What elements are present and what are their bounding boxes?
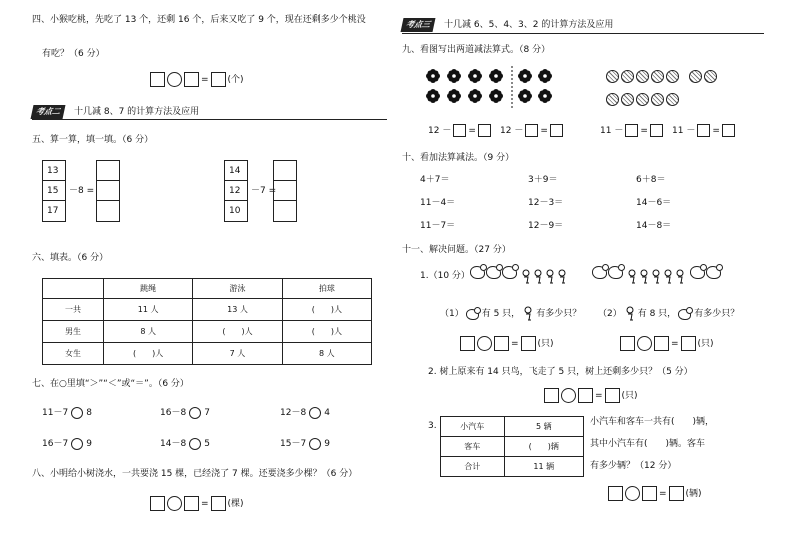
animal-icon [678, 309, 691, 320]
q7-item: 16－7 9 [42, 439, 92, 449]
answer-box[interactable] [681, 336, 696, 351]
q11-p2-text: 2. 树上原来有 14 只鸟，飞走了 5 只，树上还剩多少只？（5 分） [428, 367, 693, 377]
q10-item: 6＋8＝ [636, 175, 666, 185]
answer-box[interactable] [184, 496, 199, 511]
answer-box[interactable] [521, 336, 536, 351]
q10-item: 14－8＝ [636, 221, 672, 231]
fruit-icon [666, 93, 679, 106]
q9-eq: 12 － = [500, 124, 563, 137]
q11-p3-table: 小汽车 5 辆 客车 ( )辆 合计 11 辆 [440, 416, 584, 477]
animal-icon [608, 266, 623, 279]
animals-group-2 [592, 266, 722, 285]
q8-text: 八、小明给小树浇水，一共要浇 15 棵，已经浇了 7 棵。还要浇多少棵？（6 分） [32, 469, 358, 479]
flower-icon [538, 89, 552, 103]
flower-icon [538, 69, 552, 83]
fruit-icon [606, 70, 619, 83]
operator-circle[interactable] [167, 496, 182, 511]
answer-box[interactable] [550, 124, 563, 137]
answer-box[interactable] [544, 388, 559, 403]
operator-circle[interactable] [637, 336, 652, 351]
q10-item: 11－4＝ [420, 198, 456, 208]
birds-icon [627, 269, 687, 285]
animal-icon [486, 266, 501, 279]
answer-box[interactable] [620, 336, 635, 351]
q9-eq: 11 － = [600, 124, 663, 137]
q5b-answers[interactable] [273, 160, 297, 222]
section-header-2 [32, 105, 199, 119]
q9-title: 九、看图写出两道减法算式。（8 分） [402, 45, 551, 55]
q11-p3-eq: = (辆) [608, 486, 702, 501]
flower-icon [518, 89, 532, 103]
flower-icon [468, 89, 482, 103]
compare-circle[interactable] [71, 438, 83, 450]
flower-icon [426, 69, 440, 83]
section-divider [32, 119, 387, 120]
q11-title: 十一、解决问题。（27 分） [402, 245, 511, 255]
q5a-answers[interactable] [96, 160, 120, 222]
q9-eq: 12 － = [428, 124, 491, 137]
animal-icon [470, 266, 485, 279]
animal-icon [502, 266, 517, 279]
q9-eq: 11 － = [672, 124, 735, 137]
fruit-picture [606, 70, 719, 112]
q6-table: 跳绳 游泳 拍球 一共 11 人 13 人 ( )人 男生 8 人 ( )人 ( )人 女生 ( )人 7 人 8 人 [42, 278, 372, 365]
q7-item: 12－8 4 [280, 408, 330, 418]
q4-line2: 有吃？（6 分） [42, 49, 105, 59]
q5-title: 五、算一算，填一填。（6 分） [32, 135, 154, 145]
animal-icon [706, 266, 721, 279]
answer-box[interactable] [669, 486, 684, 501]
animal-icon [690, 266, 705, 279]
fruit-icon [704, 70, 717, 83]
section-header-3 [402, 18, 613, 32]
compare-circle[interactable] [309, 407, 321, 419]
answer-box[interactable] [605, 388, 620, 403]
section-tag: 考点二 [31, 105, 66, 119]
fruit-icon [606, 93, 619, 106]
q10-title: 十、看加法算减法。（9 分） [402, 153, 515, 163]
q5b-numbers: 14 12 10 [224, 160, 248, 222]
animals-group-1 [470, 266, 569, 285]
answer-box[interactable] [184, 72, 199, 87]
answer-box[interactable] [211, 496, 226, 511]
q11-p1-label: 1.（10 分） [420, 271, 470, 281]
answer-box[interactable] [478, 124, 491, 137]
answer-box[interactable] [722, 124, 735, 137]
flower-icon [489, 89, 503, 103]
q7-item: 11－7 8 [42, 408, 92, 418]
answer-box[interactable] [654, 336, 669, 351]
answer-box[interactable] [494, 336, 509, 351]
fruit-icon [636, 70, 649, 83]
q7-title: 七、在○里填“＞”“＜”或“＝”。（6 分） [32, 379, 189, 389]
answer-box[interactable] [150, 72, 165, 87]
operator-circle[interactable] [561, 388, 576, 403]
answer-box[interactable] [625, 124, 638, 137]
answer-box[interactable] [525, 124, 538, 137]
flower-icon [489, 69, 503, 83]
q4-equation: = (个) [150, 72, 244, 87]
q11-p2-eq: = (只) [544, 388, 638, 403]
fruit-icon [621, 93, 634, 106]
q10-item: 12－3＝ [528, 198, 564, 208]
answer-box[interactable] [150, 496, 165, 511]
fruit-icon [636, 93, 649, 106]
fruit-icon [651, 93, 664, 106]
unit-label: (棵) [227, 498, 244, 509]
answer-box[interactable] [697, 124, 710, 137]
q11-p3-line1: 小汽车和客车一共有( )辆， [590, 417, 715, 427]
fruit-icon [621, 70, 634, 83]
flower-icon [426, 89, 440, 103]
q5a-numbers: 13 15 17 [42, 160, 66, 222]
birds-icon [521, 269, 569, 285]
q11-p3-line3: 有多少辆？（12 分） [590, 461, 677, 471]
q7-item: 16－8 7 [160, 408, 210, 418]
flower-icon [468, 69, 482, 83]
section-title: 十几减 8、7 的计算方法及应用 [74, 107, 200, 117]
q11-p1-eq2: = (只) [620, 336, 714, 351]
answer-box[interactable] [211, 72, 226, 87]
flower-icon [518, 69, 532, 83]
q11-p1-sub2: （2） 有 8 只， 有多少只？ [598, 306, 739, 322]
operator-circle[interactable] [625, 486, 640, 501]
operator-circle[interactable] [167, 72, 182, 87]
section-divider [402, 33, 764, 34]
answer-box[interactable] [608, 486, 623, 501]
section-tag: 考点三 [401, 18, 436, 32]
q4-line1: 四、小猴吃桃，先吃了 13 个，还剩 16 个，后来又吃了 9 个，现在还剩多少个桃没 [32, 15, 366, 25]
q10-item: 12－9＝ [528, 221, 564, 231]
compare-circle[interactable] [71, 407, 83, 419]
bird-icon [624, 306, 636, 322]
q11-p1-eq1: = (只) [460, 336, 554, 351]
answer-box[interactable] [642, 486, 657, 501]
animal-icon [592, 266, 607, 279]
flower-icon [447, 89, 461, 103]
q10-item: 3＋9＝ [528, 175, 558, 185]
fruit-icon [689, 70, 702, 83]
q10-item: 4＋7＝ [420, 175, 450, 185]
q7-item: 15－7 9 [280, 439, 330, 449]
answer-box[interactable] [453, 124, 466, 137]
flowers-picture [424, 66, 574, 108]
q10-item: 14－6＝ [636, 198, 672, 208]
q7-item: 14－8 5 [160, 439, 210, 449]
compare-circle[interactable] [189, 407, 201, 419]
bird-icon [522, 306, 534, 322]
fruit-icon [666, 70, 679, 83]
compare-circle[interactable] [309, 438, 321, 450]
q5a-operation: －8 = [69, 186, 95, 196]
unit-label: (个) [227, 74, 244, 85]
operator-circle[interactable] [477, 336, 492, 351]
q6-title: 六、填表。（6 分） [32, 253, 109, 263]
q11-p1-sub1: （1） 有 5 只， 有多少只？ [440, 306, 581, 322]
q10-item: 11－7＝ [420, 221, 456, 231]
q11-p3-line2: 其中小汽车有( )辆。客车 [590, 439, 706, 449]
answer-box[interactable] [578, 388, 593, 403]
compare-circle[interactable] [189, 438, 201, 450]
answer-box[interactable] [460, 336, 475, 351]
fruit-icon [651, 70, 664, 83]
q11-p3-num: 3. [428, 421, 437, 431]
animal-icon [466, 309, 479, 320]
q5b-operation: －7 = [251, 186, 277, 196]
section-title: 十几减 6、5、4、3、2 的计算方法及应用 [444, 20, 614, 30]
answer-box[interactable] [650, 124, 663, 137]
flower-icon [447, 69, 461, 83]
q8-equation: = (棵) [150, 496, 244, 511]
